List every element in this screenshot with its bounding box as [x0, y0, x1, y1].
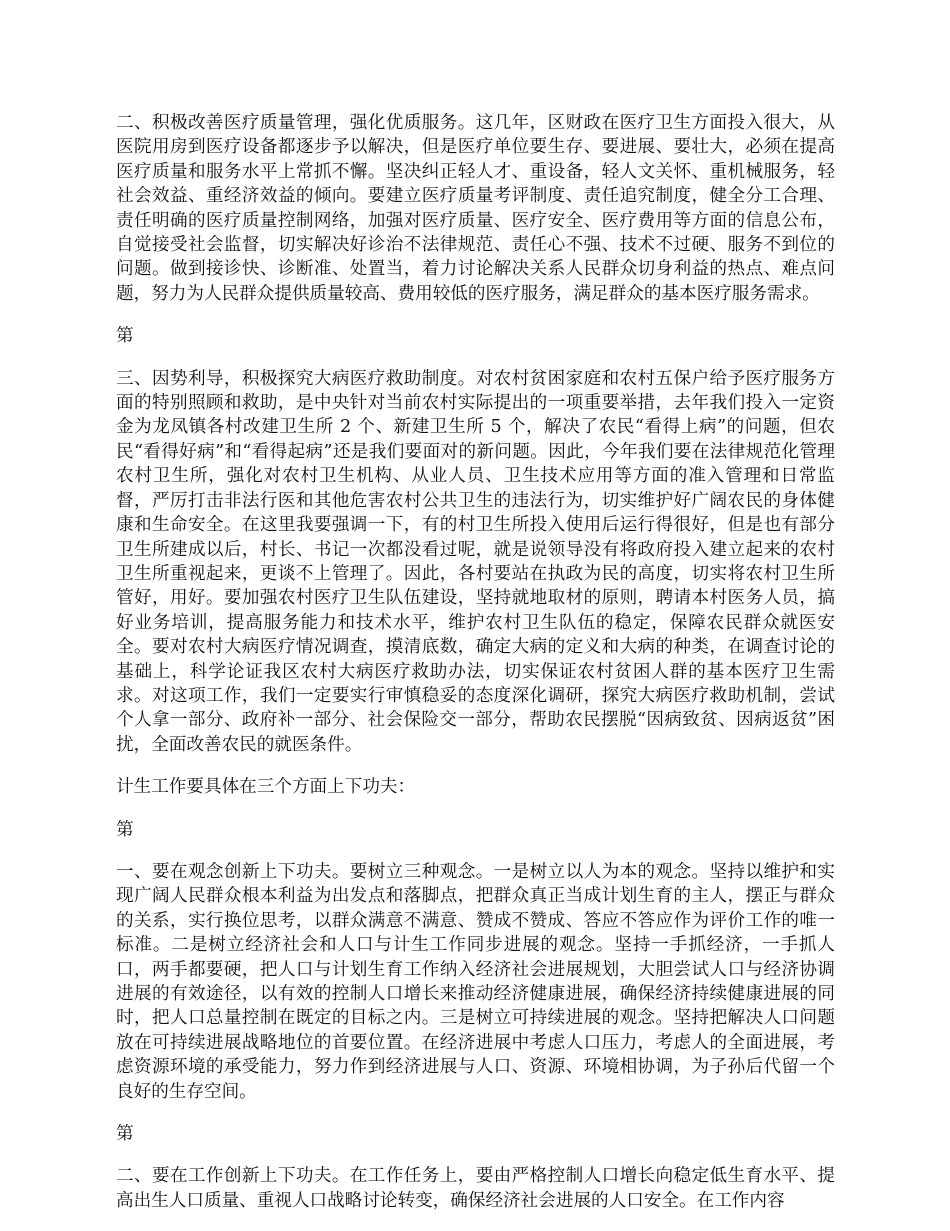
- paragraph-family-planning-intro: 计生工作要具体在三个方面上下功夫：: [116, 777, 416, 798]
- section-marker: 第: [116, 1124, 134, 1145]
- section-marker: 第: [116, 819, 134, 840]
- paragraph-concept-innovation: 一、要在观念创新上下功夫。要树立三种观念。一是树立以人为本的观念。坚持以维护和实现广阔人民群众根本利益为出发点和落脚点，把群众真正当成计划生育的主人，摆正与群众的关系，实行换位思考，以群众满意不满意、赞成不赞成、答应不答应作为评价工作的唯一标准。二是树立经济社会和人口与计生工作同步进展的观念。坚持一手抓经济，一手抓人口，两手都要硬，把人口与计划生育工作纳入经济社会进展规划，大胆尝试人口与经济协调进展的有效途径，以有效的控制人口增长来推动经济健康进展，确保经济持续健康进展的同时，把人口总量控制在既定的目标之内。三是树立可持续进展的观念。坚持把解决人口问题放在可持续进展战略地位的首要位置。在经济进展中考虑人口压力，考虑人的全面进展，考虑资源环境的承受能力，努力作到经济进展与人口、资源、环境相协调，为子孙后代留一个良好的生存空间。: [116, 861, 835, 1102]
- section-marker: 第: [116, 326, 134, 347]
- paragraph-work-innovation: 二、要在工作创新上下功夫。在工作任务上，要由严格控制人口增长向稳定低生育水平、提高出生人口质量、重视人口战略讨论转变，确保经济社会进展的人口安全。在工作内容: [116, 1166, 835, 1211]
- document-body: [116, 111, 835, 1231]
- paragraph-major-illness-relief: 三、因势利导，积极探究大病医疗救助制度。对农村贫困家庭和农村五保户给予医疗服务方面的特别照顾和救助，是中央针对当前农村实际提出的一项重要举措，去年我们投入一定资金为龙凤镇各村改建卫生所 2 个、新建卫生所 5 个，解决了农民“看得上病”的问题，但农民“看得好病”和“看得起病”还是我们要面对的新问题。因此，今年我们要在法律规范化管理农村卫生所，强化对农村卫生机构、从业人员、卫生技术应用等方面的准入管理和日常监督，严厉打击非法行医和其他危害农村公共卫生的违法行为，切实维护好广阔农民的身体健康和生命安全。在这里我要强调一下，有的村卫生所投入使用后运行得很好，但是也有部分卫生所建成以后，村长、书记一次都没看过呢，就是说领导没有将政府投入建立起来的农村卫生所重视起来，更谈不上管理了。因此，各村要站在执政为民的高度，切实将农村卫生所管好，用好。要加强农村医疗卫生队伍建设，坚持就地取材的原则，聘请本村医务人员，搞好业务培训，提高服务能力和技术水平，维护农村卫生队伍的稳定，保障农民群众就医安全。要对农村大病医疗情况调查，摸清底数，确定大病的定义和大病的种类，在调查讨论的基础上，科学论证我区农村大病医疗救助办法，切实保证农村贫困人群的基本医疗卫生需求。对这项工作，我们一定要实行审慎稳妥的态度深化调研，探究大病医疗救助机制，尝试个人拿一部分、政府补一部分、社会保险交一部分，帮助农民摆脱“因病致贫、因病返贫”困扰，全面改善农民的就医条件。: [116, 368, 835, 755]
- paragraph-medical-quality: 二、积极改善医疗质量管理，强化优质服务。这几年，区财政在医疗卫生方面投入很大，从医院用房到医疗设备都逐步予以解决，但是医疗单位要生存、要进展、要壮大，必须在提高医疗质量和服务水平上常抓不懈。坚决纠正轻人才、重设备，轻人文关怀、重机械服务，轻社会效益、重经济效益的倾向。要建立医疗质量考评制度、责任追究制度，健全分工合理、责任明确的医疗质量控制网络，加强对医疗质量、医疗安全、医疗费用等方面的信息公布，自觉接受社会监督，切实解决好诊治不法律规范、责任心不强、技术不过硬、服务不到位的问题。做到接诊快、诊断准、处置当，着力讨论解决关系人民群众切身利益的热点、难点问题，努力为人民群众提供质量较高、费用较低的医疗服务，满足群众的基本医疗服务需求。: [116, 113, 835, 304]
